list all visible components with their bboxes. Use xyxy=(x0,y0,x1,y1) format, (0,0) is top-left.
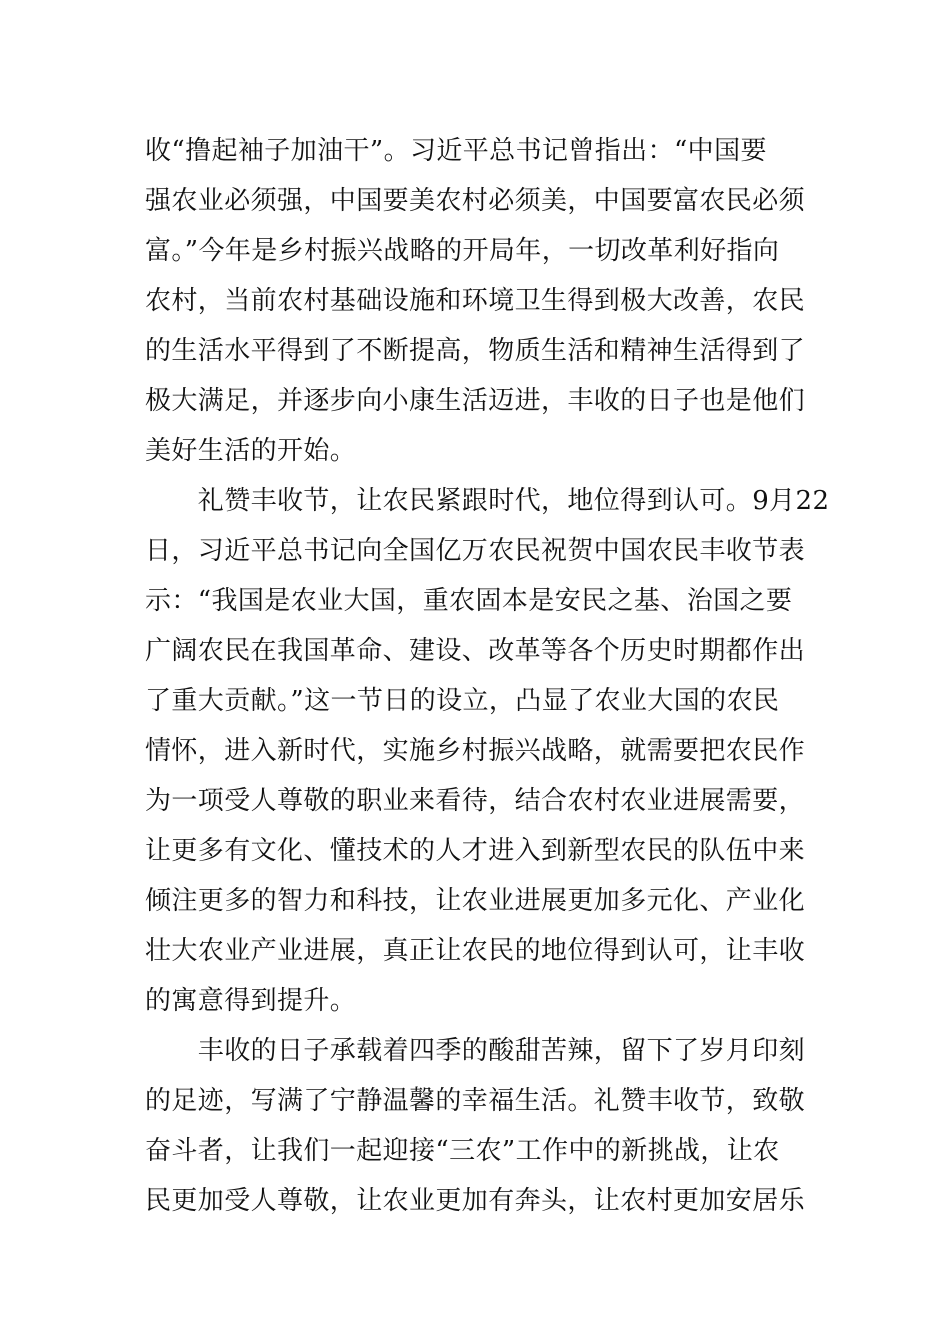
text-line: 了重大贡献。”这一节日的设立，凸显了农业大国的农民 xyxy=(145,686,780,716)
text-line: 示：“我国是农业大国，重农固本是安民之基、治国之要 xyxy=(145,586,793,616)
text-line: 礼赞丰收节，让农民紧跟时代，地位得到认可。9月22 xyxy=(145,486,830,516)
text-line: 广阔农民在我国革命、建设、改革等各个历史时期都作出 xyxy=(145,636,806,666)
text-line: 日，习近平总书记向全国亿万农民祝贺中国农民丰收节表 xyxy=(145,536,806,566)
text-line: 壮大农业产业进展，真正让农民的地位得到认可，让丰收 xyxy=(145,936,806,966)
text-line: 富。”今年是乡村振兴战略的开局年，一切改革利好指向 xyxy=(145,236,780,266)
text-line: 的寓意得到提升。 xyxy=(145,986,357,1016)
text-line: 极大满足，并逐步向小康生活迈进，丰收的日子也是他们 xyxy=(145,386,806,416)
text-line: 强农业必须强，中国要美农村必须美，中国要富农民必须 xyxy=(145,186,806,216)
text-line: 丰收的日子承载着四季的酸甜苦辣，留下了岁月印刻 xyxy=(145,1036,806,1066)
text-line: 为一项受人尊敬的职业来看待，结合农村农业进展需要， xyxy=(145,786,806,816)
text-line: 让更多有文化、懂技术的人才进入到新型农民的队伍中来 xyxy=(145,836,806,866)
text-line: 情怀，进入新时代，实施乡村振兴战略，就需要把农民作 xyxy=(145,736,806,766)
text-line: 倾注更多的智力和科技，让农业进展更加多元化、产业化 xyxy=(145,886,806,916)
text-line: 的生活水平得到了不断提高，物质生活和精神生活得到了 xyxy=(145,336,806,366)
text-line: 美好生活的开始。 xyxy=(145,436,357,466)
text-line: 民更加受人尊敬，让农业更加有奔头，让农村更加安居乐 xyxy=(145,1186,806,1216)
text-line: 的足迹，写满了宁静温馨的幸福生活。礼赞丰收节，致敬 xyxy=(145,1086,806,1116)
text-line: 农村，当前农村基础设施和环境卫生得到极大改善，农民 xyxy=(145,286,806,316)
text-line: 收“撸起袖子加油干”。习近平总书记曾指出：“中国要 xyxy=(145,136,767,166)
text-line: 奋斗者，让我们一起迎接“三农”工作中的新挑战，让农 xyxy=(145,1136,780,1166)
